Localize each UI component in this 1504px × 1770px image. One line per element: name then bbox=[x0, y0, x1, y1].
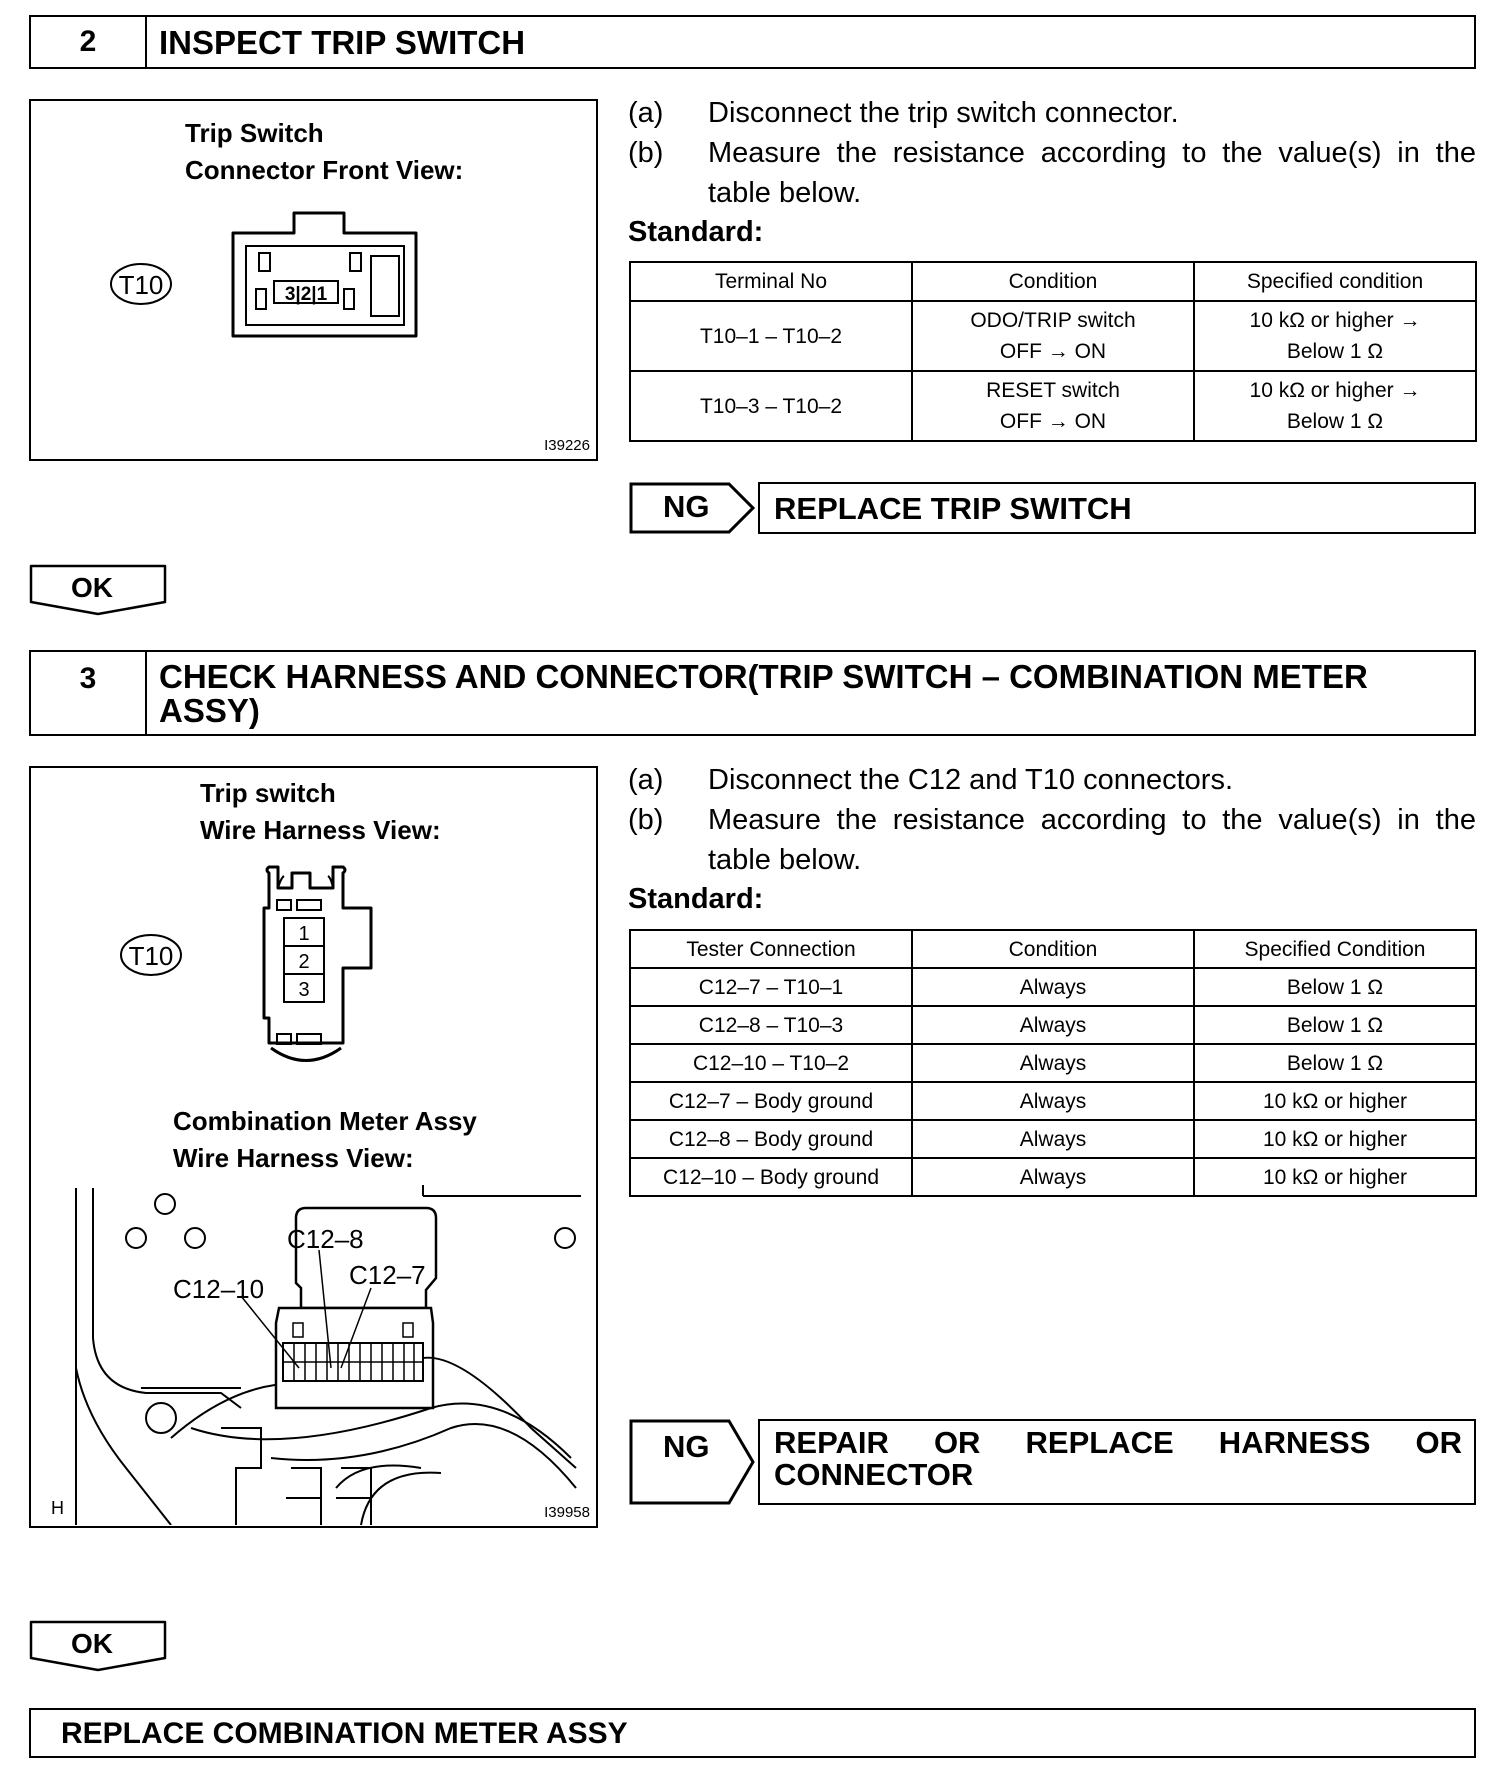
table-row bbox=[630, 968, 1476, 1006]
table-header-cell: Tester Connection bbox=[630, 930, 912, 968]
figure-label: Trip Switch Connector Front View: bbox=[185, 118, 464, 185]
table-header-cell: Specified condition bbox=[1194, 262, 1476, 301]
step-3-spec-table bbox=[629, 929, 1477, 1197]
ok-label: OK bbox=[71, 572, 113, 603]
table-row bbox=[630, 1120, 1476, 1158]
step-3-header bbox=[29, 650, 1476, 736]
table-row bbox=[630, 371, 1476, 441]
table-row bbox=[630, 301, 1476, 371]
table-header-cell: Specified Condition bbox=[1194, 930, 1476, 968]
callout-c12-10: C12–10 bbox=[173, 1274, 265, 1304]
table-cell: C12–10 – T10–2 bbox=[630, 1044, 912, 1082]
figure-id: I39958 bbox=[544, 1504, 590, 1521]
final-action-text: REPLACE COMBINATION METER ASSY bbox=[61, 1717, 628, 1750]
ng-action-box bbox=[758, 482, 1476, 534]
table-cell: RESET switch OFF → ON bbox=[912, 371, 1194, 441]
table-header-cell: Condition bbox=[912, 930, 1194, 968]
ng-label: NG bbox=[663, 1429, 710, 1464]
table-cell: Always bbox=[912, 1158, 1194, 1196]
table-cell: C12–10 – Body ground bbox=[630, 1158, 912, 1196]
table-cell: Below 1 Ω bbox=[1194, 968, 1476, 1006]
ng-action-line1: REPAIR OR REPLACE HARNESS OR bbox=[774, 1425, 1462, 1460]
ng-action-text: REPLACE TRIP SWITCH bbox=[774, 491, 1132, 526]
table-row bbox=[630, 1006, 1476, 1044]
table-cell: Always bbox=[912, 1082, 1194, 1120]
standard-label: Standard: bbox=[628, 216, 764, 248]
combination-meter-harness-label: Combination Meter Assy Wire Harness View: bbox=[173, 1106, 477, 1173]
table-cell: Below 1 Ω bbox=[1194, 1044, 1476, 1082]
table-header-row bbox=[630, 262, 1476, 301]
table-cell: 10 kΩ or higher → Below 1 Ω bbox=[1194, 371, 1476, 441]
table-row bbox=[630, 1044, 1476, 1082]
table-cell: Always bbox=[912, 1006, 1194, 1044]
step-number: 2 bbox=[31, 17, 147, 67]
table-cell: Always bbox=[912, 1120, 1194, 1158]
table-cell: Always bbox=[912, 968, 1194, 1006]
callout-c12-8: C12–8 bbox=[287, 1224, 364, 1254]
table-cell: 10 kΩ or higher bbox=[1194, 1120, 1476, 1158]
ng-action-box bbox=[758, 1419, 1476, 1505]
table-cell: T10–3 – T10–2 bbox=[630, 371, 912, 441]
trip-switch-harness-label: Trip switch Wire Harness View: bbox=[200, 778, 441, 845]
corner-mark: H bbox=[51, 1498, 64, 1518]
ng-arrow bbox=[629, 482, 757, 534]
table-cell: C12–7 – Body ground bbox=[630, 1082, 912, 1120]
table-cell: 10 kΩ or higher → Below 1 Ω bbox=[1194, 301, 1476, 371]
table-row bbox=[630, 1082, 1476, 1120]
ok-indicator bbox=[29, 564, 167, 616]
step-title: CHECK HARNESS AND CONNECTOR(TRIP SWITCH – COMBINATION METER ASSY) bbox=[159, 658, 1368, 729]
ng-action-line2: CONNECTOR bbox=[774, 1457, 974, 1492]
callout-c12-7: C12–7 bbox=[349, 1260, 426, 1290]
table-cell: C12–8 – Body ground bbox=[630, 1120, 912, 1158]
figure-id: I39226 bbox=[544, 437, 590, 454]
standard-label: Standard: bbox=[628, 883, 764, 915]
step-3-instruction-a: (a) Disconnect the C12 and T10 connectors. bbox=[628, 764, 1234, 796]
ng-arrow bbox=[629, 1419, 757, 1505]
pin-3: 3 bbox=[298, 979, 310, 1001]
step-2-header bbox=[29, 15, 1476, 69]
table-cell: 10 kΩ or higher bbox=[1194, 1082, 1476, 1120]
step-2-instruction-b: (b) Measure the resistance according to the value(s) in the table below. bbox=[628, 137, 1476, 209]
pin-2: 2 bbox=[298, 951, 310, 973]
connector-front-view-drawing bbox=[31, 101, 595, 458]
table-cell: Below 1 Ω bbox=[1194, 1006, 1476, 1044]
pin-1: 1 bbox=[298, 923, 310, 945]
step-title: INSPECT TRIP SWITCH bbox=[159, 24, 526, 61]
table-cell: C12–8 – T10–3 bbox=[630, 1006, 912, 1044]
final-action-box bbox=[29, 1708, 1476, 1758]
table-cell: C12–7 – T10–1 bbox=[630, 968, 912, 1006]
table-header-row bbox=[630, 930, 1476, 968]
table-header-cell: Condition bbox=[912, 262, 1194, 301]
table-cell: ODO/TRIP switch OFF → ON bbox=[912, 301, 1194, 371]
step-2-spec-table bbox=[629, 261, 1477, 442]
connector-id-text: T10 bbox=[118, 270, 164, 300]
table-cell: 10 kΩ or higher bbox=[1194, 1158, 1476, 1196]
ng-label: NG bbox=[663, 489, 710, 524]
table-cell: Always bbox=[912, 1044, 1194, 1082]
table-header-cell: Terminal No bbox=[630, 262, 912, 301]
connector-id-text: T10 bbox=[128, 941, 174, 971]
ok-indicator bbox=[29, 1620, 167, 1672]
step-number: 3 bbox=[31, 652, 147, 734]
ok-label: OK bbox=[71, 1628, 113, 1659]
trip-switch-connector-figure bbox=[29, 99, 598, 461]
step-2-instruction-a: (a) Disconnect the trip switch connector. bbox=[628, 97, 1179, 129]
table-cell: T10–1 – T10–2 bbox=[630, 301, 912, 371]
harness-connector-figure bbox=[29, 766, 598, 1528]
step-3-instruction-b: (b) Measure the resistance according to the value(s) in the table below. bbox=[628, 804, 1476, 876]
wire-harness-drawing bbox=[31, 768, 595, 1525]
pin-numbers: 3|2|1 bbox=[284, 284, 328, 305]
table-row bbox=[630, 1158, 1476, 1196]
